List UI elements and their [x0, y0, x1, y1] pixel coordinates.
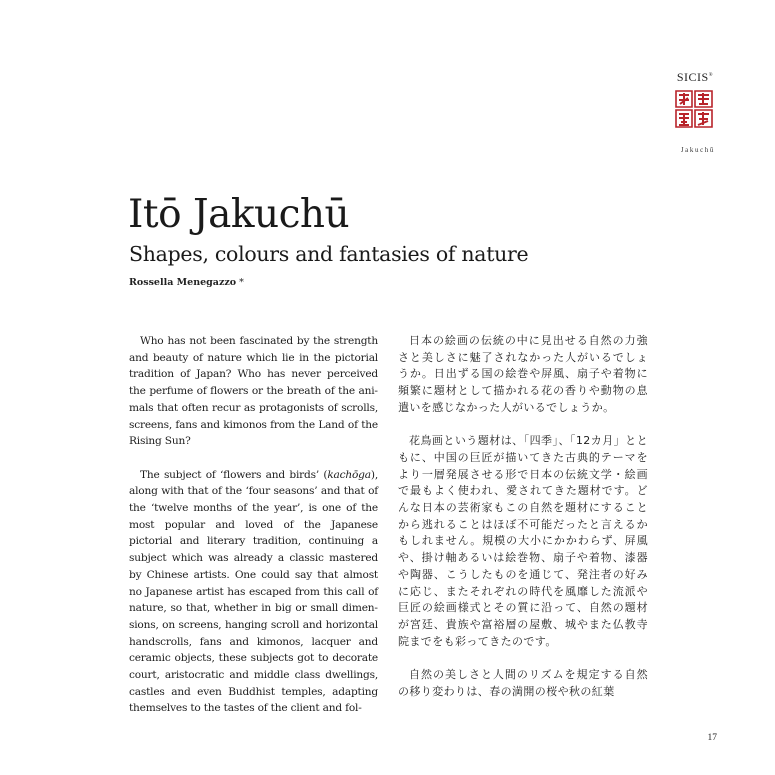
english-paragraph: The subject of ‘flowers and birds’ (kachōga), along with that of the ‘four seasons’ and that of the ‘twelve months of the year’, is one of the most popular and loved of the Japanese pictorial and literary tradition, continuing a subject which was already a classic mastered by Chinese artists. One could say that almost no Japanese artist has escaped from this call of nature, so that, whether in big or small dimensions, on screens, hanging scroll and horizontal handscrolls, fans and kimonos, lacquer and ceramic objects, these subjects got to decorate court, aristocratic and middle class dwellings, castles and even Buddhist temples, adapting themselves to the tastes of the client and fol- — [129, 468, 378, 715]
article-subtitle: Shapes, colours and fantasies of nature — [129, 242, 529, 266]
english-column — [129, 333, 378, 734]
red-seal-stamp — [673, 88, 715, 130]
page-number: 17 — [707, 733, 717, 743]
author-byline — [129, 277, 244, 288]
japanese-paragraph: 自然の美しさと人間のリズムを規定する自然の移り変わりは、春の満開の桜や秋の紅葉 — [398, 668, 648, 698]
author-footnote-mark: * — [239, 277, 244, 288]
english-paragraph: Who has not been fascinated by the strength and beauty of nature which lie in the pictorial tradition of Japan? Who has never perceived the perfume of flowers or the breath of the animals that often recur as protagonists of scrolls, screens, fans and kimonos from the Land of the Rising Sun? — [129, 335, 378, 448]
japanese-column — [398, 333, 648, 717]
japanese-paragraph: 日本の絵画の伝統の中に見出せる自然の力強さと美しさに魅了されなかった人がいるでしょうか。日出ずる国の絵巻や屏風、扇子や着物に頻繁に題材として描かれる花の香りや動物の息遣いを感じなかった人がいるでしょうか。 — [398, 334, 648, 414]
brand-logo: SICIS® — [676, 70, 713, 84]
italic-term: kachōga — [327, 468, 371, 481]
article-title: Itō Jakuchū — [128, 192, 350, 237]
author-name: Rossella Menegazzo — [129, 277, 237, 288]
seal-caption: Jakuchū — [680, 146, 715, 154]
japanese-paragraph: 花鳥画という題材は、「四季」、「12カ月」とともに、中国の巨匠が描いてきた古典的テーマをより一層発展させる形で日本の伝統文学・絵画で最もよく使われ、愛されてきた題材です。どんな日本の芸術家もこの自然を題材にすることから逃れることはほぼ不可能だったと言えるかもしれません。規模の大小にかかわらず、屏風や、掛け軸あるいは絵巻物、扇子や着物、漆器や陶器、こうしたものを通じて、発注者の好みに応じ、またそれぞれの時代を風靡した流派や巨匠の絵画様式とその質に沿って、自然の題材が宮廷、貴族や富裕層の屋敷、城やまた仏教寺院までをも彩ってきたのです。 — [398, 434, 648, 648]
